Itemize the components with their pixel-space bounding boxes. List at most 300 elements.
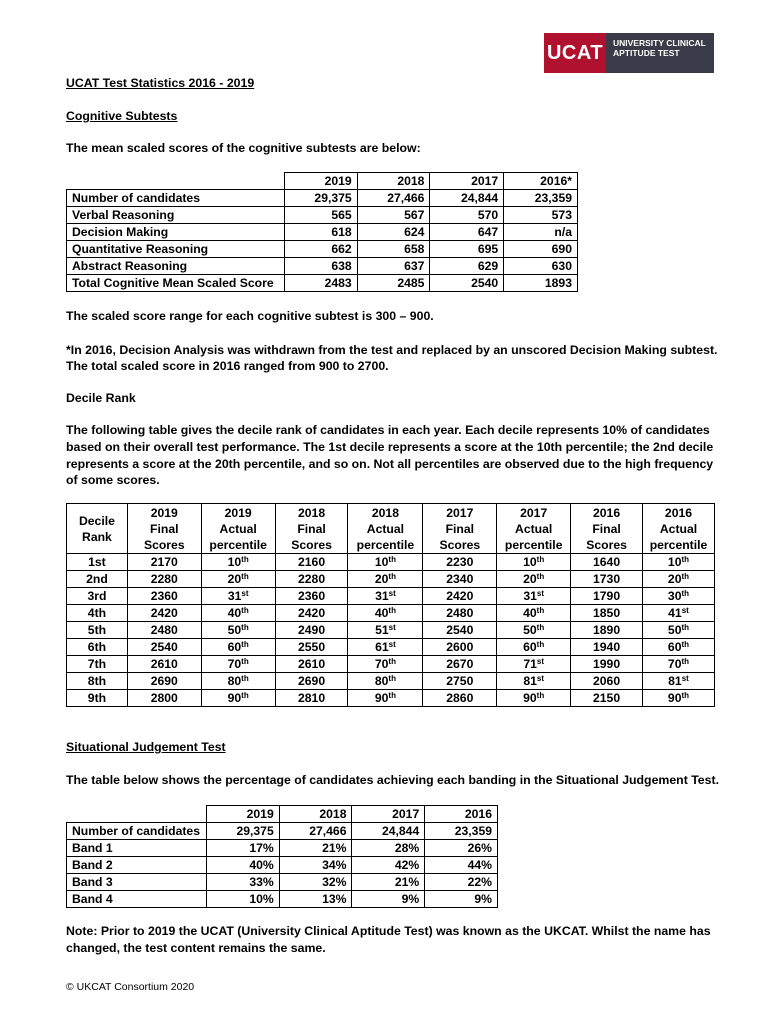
cell-value: 40 — [523, 606, 537, 620]
table-cell — [127, 605, 201, 622]
table-cell: n/a — [504, 224, 578, 241]
ordinal-suffix: th — [536, 555, 545, 564]
table-cell — [423, 588, 497, 605]
table-cell: 40% — [206, 857, 279, 874]
table-cell — [497, 656, 571, 673]
row-label: Verbal Reasoning — [67, 207, 285, 224]
header-line: percentile — [356, 537, 415, 552]
ordinal-suffix: st — [681, 674, 689, 683]
cognitive-header-row — [67, 173, 578, 190]
table-cell — [127, 656, 201, 673]
table-cell — [201, 554, 275, 571]
table-cell — [571, 690, 643, 707]
cell-value: 31 — [523, 589, 537, 603]
cell-value: 2480 — [446, 606, 474, 620]
cell-value: 20 — [227, 572, 242, 586]
table-cell — [348, 588, 423, 605]
table-cell: 662 — [284, 241, 357, 258]
footnote-line-2: The total scaled score in 2016 ranged from 900 to 2700. — [66, 359, 389, 373]
table-cell — [275, 588, 348, 605]
table-cell — [423, 673, 497, 690]
ordinal-suffix: st — [536, 674, 545, 683]
cell-value: 2750 — [446, 674, 474, 688]
header-line: 2019 — [224, 505, 252, 520]
table-cell — [348, 571, 423, 588]
cell-value: 90 — [227, 691, 242, 705]
cell-value: 2610 — [150, 657, 178, 671]
cell-value: 90 — [667, 691, 682, 705]
cell-value: 80 — [374, 674, 389, 688]
table-cell — [127, 588, 201, 605]
ordinal-suffix: th — [681, 555, 690, 564]
cell-value: 40 — [227, 606, 242, 620]
cell-value: 1790 — [593, 589, 621, 603]
table-cell: 1893 — [504, 275, 578, 292]
table-cell — [275, 554, 348, 571]
table-cell: 29,375 — [206, 823, 279, 840]
table-cell: 2485 — [357, 275, 430, 292]
cell-value: 31 — [375, 589, 389, 603]
cell-value: 51 — [375, 623, 389, 637]
cell-value: 2550 — [297, 640, 326, 654]
table-cell — [201, 605, 275, 622]
header-empty-cell — [67, 173, 285, 190]
decile-rank: 4th — [67, 605, 128, 622]
cell-value: 2490 — [297, 623, 326, 637]
table-cell: 2540 — [430, 275, 504, 292]
table-cell — [275, 605, 348, 622]
sjt-table — [66, 805, 498, 908]
table-cell — [275, 673, 348, 690]
ordinal-suffix: th — [536, 572, 545, 581]
cell-value: 40 — [374, 606, 389, 620]
table-cell — [497, 571, 571, 588]
header-line: 2016 — [593, 505, 621, 520]
table-cell: 637 — [357, 258, 430, 275]
table-cell — [497, 622, 571, 639]
header-line: 2016 — [664, 505, 693, 520]
table-cell — [571, 639, 643, 656]
table-cell — [642, 588, 714, 605]
table-cell: 629 — [430, 258, 504, 275]
table-cell: 29,375 — [284, 190, 357, 207]
table-cell — [275, 656, 348, 673]
ucat-logo — [544, 33, 714, 73]
ordinal-suffix: th — [241, 657, 249, 666]
table-row — [67, 690, 715, 707]
cell-value: 2810 — [297, 691, 326, 705]
table-cell — [497, 605, 571, 622]
ordinal-suffix: th — [388, 657, 396, 666]
header-line: Actual — [659, 521, 698, 536]
decile-intro-4: of some scores. — [66, 473, 160, 487]
header-line: Scores — [586, 537, 627, 552]
table-row — [67, 857, 498, 874]
table-cell — [423, 656, 497, 673]
cell-value: 2060 — [593, 674, 621, 688]
cell-value: 50 — [523, 623, 537, 637]
cell-value: 2340 — [446, 572, 474, 586]
cell-value: 81 — [523, 674, 537, 688]
header-line: percentile — [209, 537, 267, 552]
table-cell — [348, 656, 423, 673]
cell-value: 60 — [227, 640, 242, 654]
header-line: 2017 — [446, 505, 474, 520]
cell-value: 41 — [668, 606, 682, 620]
table-cell — [497, 588, 571, 605]
ordinal-suffix: th — [536, 606, 545, 615]
logo-line-1: UNIVERSITY CLINICAL — [613, 38, 706, 48]
table-cell: 22% — [425, 874, 498, 891]
column-header — [201, 504, 275, 554]
table-row — [67, 241, 578, 258]
table-cell — [571, 605, 643, 622]
decile-intro-3: represents a score at the 20th percentile, and so on. Not all percentiles are observed due to the high frequency — [66, 457, 714, 471]
table-cell — [571, 554, 643, 571]
column-header — [348, 504, 423, 554]
row-label: Number of candidates — [67, 190, 285, 207]
ordinal-suffix: th — [388, 606, 396, 615]
table-cell — [571, 622, 643, 639]
ordinal-suffix: th — [388, 555, 396, 564]
table-cell — [642, 639, 714, 656]
header-line: Scores — [143, 537, 185, 552]
table-cell: 573 — [504, 207, 578, 224]
cell-value: 1850 — [593, 606, 621, 620]
table-cell: 21% — [352, 874, 425, 891]
decile-heading: Decile Rank — [66, 391, 136, 405]
table-row — [67, 840, 498, 857]
table-cell — [348, 622, 423, 639]
ordinal-suffix: th — [681, 691, 690, 700]
ordinal-suffix: th — [241, 691, 249, 700]
table-cell: 13% — [279, 891, 352, 908]
table-cell — [571, 656, 643, 673]
row-label: Total Cognitive Mean Scaled Score — [67, 275, 285, 292]
table-row — [67, 258, 578, 275]
cell-value: 1940 — [593, 640, 621, 654]
table-row — [67, 639, 715, 656]
table-row — [67, 891, 498, 908]
cell-value: 61 — [375, 640, 389, 654]
table-cell: 10% — [206, 891, 279, 908]
table-cell — [201, 588, 275, 605]
table-cell: 34% — [279, 857, 352, 874]
table-row — [67, 823, 498, 840]
table-cell — [275, 571, 348, 588]
cell-value: 10 — [374, 555, 389, 569]
table-row — [67, 673, 715, 690]
table-cell: 27,466 — [279, 823, 352, 840]
row-label: Band 3 — [67, 874, 207, 891]
note-line-1 — [66, 923, 711, 939]
logo-text — [606, 33, 714, 73]
cell-value: 2150 — [593, 691, 621, 705]
cognitive-table — [66, 172, 578, 292]
cell-value: 2540 — [150, 640, 178, 654]
table-cell — [642, 673, 714, 690]
table-cell — [642, 622, 714, 639]
table-cell — [423, 622, 497, 639]
cell-value: 30 — [667, 589, 682, 603]
decile-rank: 9th — [67, 690, 128, 707]
cell-value: 70 — [227, 657, 242, 671]
table-cell — [201, 656, 275, 673]
table-cell: 9% — [352, 891, 425, 908]
cell-value: 2420 — [150, 606, 178, 620]
table-cell — [642, 656, 714, 673]
sjt-header-row — [67, 806, 498, 823]
table-row — [67, 874, 498, 891]
ordinal-suffix: th — [388, 572, 396, 581]
table-cell — [423, 690, 497, 707]
table-cell — [275, 622, 348, 639]
table-row — [67, 224, 578, 241]
cell-value: 71 — [523, 657, 537, 671]
header-line: Final — [297, 521, 326, 536]
ordinal-suffix: st — [536, 657, 545, 666]
cell-value: 2690 — [297, 674, 326, 688]
score-range-note: The scaled score range for each cognitive subtest is 300 – 900. — [66, 309, 434, 323]
table-cell — [348, 554, 423, 571]
sjt-intro: The table below shows the percentage of candidates achieving each banding in the Situational Judgement Test. — [66, 773, 719, 787]
cell-value: 2420 — [297, 606, 326, 620]
ordinal-suffix: th — [388, 674, 396, 683]
table-cell: 565 — [284, 207, 357, 224]
ordinal-suffix: th — [241, 572, 249, 581]
ordinal-suffix: st — [681, 606, 689, 615]
note-label: Note: — [66, 924, 98, 938]
cell-value: 2690 — [150, 674, 178, 688]
note-text: Prior to 2019 the UCAT (University Clinical Aptitude Test) was known as the UKCAT. Whilst the name has — [97, 924, 711, 938]
header-line: Scores — [439, 537, 481, 552]
table-cell: 24,844 — [352, 823, 425, 840]
cell-value: 2280 — [297, 572, 326, 586]
column-header: 2019 — [206, 806, 279, 823]
table-row — [67, 656, 715, 673]
row-label: Abstract Reasoning — [67, 258, 285, 275]
cell-value: 2860 — [446, 691, 474, 705]
table-cell: 690 — [504, 241, 578, 258]
column-header — [642, 504, 714, 554]
cell-value: 70 — [667, 657, 682, 671]
column-header — [127, 504, 201, 554]
ordinal-suffix: th — [681, 589, 690, 598]
ordinal-suffix: st — [536, 589, 545, 598]
ordinal-suffix: st — [388, 589, 396, 598]
table-cell: 2483 — [284, 275, 357, 292]
table-cell: 624 — [357, 224, 430, 241]
logo-mark: UCAT — [544, 33, 606, 73]
table-cell: 23,359 — [504, 190, 578, 207]
cell-value: 90 — [374, 691, 389, 705]
decile-rank: 5th — [67, 622, 128, 639]
cell-value: 1990 — [593, 657, 621, 671]
ordinal-suffix: th — [536, 623, 545, 632]
footnote-line-1: *In 2016, Decision Analysis was withdrawn from the test and replaced by an unscored Decision Making subtest. — [66, 343, 718, 357]
decile-rank: 7th — [67, 656, 128, 673]
row-label: Band 1 — [67, 840, 207, 857]
cell-value: 90 — [523, 691, 537, 705]
cell-value: 31 — [227, 589, 242, 603]
table-cell: 26% — [425, 840, 498, 857]
column-header: 2016* — [504, 173, 578, 190]
header-line: 2018 — [371, 505, 399, 520]
cell-value: 2230 — [446, 555, 474, 569]
header-line: Actual — [515, 521, 553, 536]
decile-rank: 2nd — [67, 571, 128, 588]
cell-value: 81 — [668, 674, 682, 688]
decile-intro-2: based on their overall test performance. The 1st decile represents a score at the 10th percentile; the 2nd decile — [66, 440, 714, 454]
header-line: Final — [592, 521, 621, 536]
table-cell — [497, 554, 571, 571]
table-row — [67, 554, 715, 571]
table-cell — [348, 605, 423, 622]
column-header — [497, 504, 571, 554]
column-header — [571, 504, 643, 554]
table-cell — [127, 571, 201, 588]
cell-value: 20 — [667, 572, 682, 586]
table-cell — [127, 554, 201, 571]
ordinal-suffix: th — [241, 606, 249, 615]
table-cell: 695 — [430, 241, 504, 258]
header-line: Decile — [78, 513, 115, 528]
cell-value: 2420 — [446, 589, 474, 603]
table-cell — [127, 639, 201, 656]
table-cell — [423, 605, 497, 622]
table-cell — [423, 639, 497, 656]
table-cell: 9% — [425, 891, 498, 908]
table-cell — [127, 673, 201, 690]
table-row — [67, 275, 578, 292]
row-label: Band 2 — [67, 857, 207, 874]
cell-value: 10 — [227, 555, 242, 569]
ordinal-suffix: th — [681, 657, 690, 666]
cell-value: 1890 — [593, 623, 621, 637]
header-line: Final — [445, 521, 475, 536]
table-cell: 647 — [430, 224, 504, 241]
table-cell — [348, 690, 423, 707]
column-header — [275, 504, 348, 554]
header-line: Actual — [366, 521, 405, 536]
cell-value: 2280 — [150, 572, 178, 586]
table-cell — [275, 690, 348, 707]
cell-value: 2360 — [297, 589, 326, 603]
decile-intro-1: The following table gives the decile rank of candidates in each year. Each decile represents 10% of candidates — [66, 423, 710, 437]
cell-value: 2670 — [446, 657, 474, 671]
cell-value: 2480 — [150, 623, 178, 637]
column-header: 2017 — [352, 806, 425, 823]
ordinal-suffix: th — [241, 640, 249, 649]
table-cell — [348, 639, 423, 656]
table-cell: 24,844 — [430, 190, 504, 207]
row-label: Number of candidates — [67, 823, 207, 840]
column-header: 2019 — [284, 173, 357, 190]
ordinal-suffix: th — [681, 640, 690, 649]
header-line: Final — [150, 521, 179, 536]
table-cell: 21% — [279, 840, 352, 857]
ordinal-suffix: st — [241, 589, 249, 598]
ordinal-suffix: th — [536, 691, 545, 700]
table-cell — [201, 690, 275, 707]
column-header: 2017 — [430, 173, 504, 190]
table-row — [67, 190, 578, 207]
table-cell: 28% — [352, 840, 425, 857]
cell-value: 80 — [227, 674, 242, 688]
cell-value: 50 — [227, 623, 242, 637]
cognitive-heading: Cognitive Subtests — [66, 109, 178, 123]
cognitive-intro: The mean scaled scores of the cognitive subtests are below: — [66, 141, 421, 155]
table-cell: 17% — [206, 840, 279, 857]
table-cell — [642, 571, 714, 588]
table-cell: 618 — [284, 224, 357, 241]
table-cell: 33% — [206, 874, 279, 891]
header-line: Rank — [82, 529, 112, 544]
header-line: 2019 — [150, 505, 178, 520]
header-line: Actual — [219, 521, 257, 536]
table-cell — [571, 673, 643, 690]
table-cell: 658 — [357, 241, 430, 258]
cell-value: 50 — [667, 623, 682, 637]
table-cell — [571, 571, 643, 588]
table-cell — [127, 622, 201, 639]
cell-value: 10 — [523, 555, 537, 569]
column-header: 2016 — [425, 806, 498, 823]
table-cell — [275, 639, 348, 656]
ordinal-suffix: th — [681, 572, 690, 581]
ordinal-suffix: st — [388, 623, 396, 632]
row-label: Decision Making — [67, 224, 285, 241]
table-cell — [642, 690, 714, 707]
ordinal-suffix: th — [241, 623, 249, 632]
cell-value: 1640 — [593, 555, 621, 569]
ordinal-suffix: th — [681, 623, 690, 632]
cell-value: 20 — [523, 572, 537, 586]
decile-header-row — [67, 504, 715, 554]
table-cell — [201, 673, 275, 690]
header-line: 2017 — [520, 505, 548, 520]
cell-value: 2600 — [446, 640, 474, 654]
cell-value: 10 — [667, 555, 682, 569]
table-cell: 23,359 — [425, 823, 498, 840]
cell-value: 1730 — [593, 572, 621, 586]
decile-table — [66, 503, 715, 707]
column-header: 2018 — [279, 806, 352, 823]
table-cell: 27,466 — [357, 190, 430, 207]
table-row — [67, 207, 578, 224]
table-cell: 567 — [357, 207, 430, 224]
table-cell — [201, 639, 275, 656]
table-cell — [642, 605, 714, 622]
ordinal-suffix: th — [388, 691, 396, 700]
ordinal-suffix: th — [241, 555, 249, 564]
table-row — [67, 588, 715, 605]
row-label: Band 4 — [67, 891, 207, 908]
ordinal-suffix: th — [536, 640, 545, 649]
table-cell: 630 — [504, 258, 578, 275]
cell-value: 70 — [374, 657, 389, 671]
table-cell: 44% — [425, 857, 498, 874]
column-header — [423, 504, 497, 554]
decile-rank: 1st — [67, 554, 128, 571]
table-cell — [497, 639, 571, 656]
cell-value: 20 — [374, 572, 389, 586]
header-line: 2018 — [297, 505, 326, 520]
table-cell — [201, 622, 275, 639]
copyright-footer: © UKCAT Consortium 2020 — [66, 981, 195, 993]
table-cell — [497, 673, 571, 690]
logo-line-2: APTITUDE TEST — [613, 48, 680, 58]
